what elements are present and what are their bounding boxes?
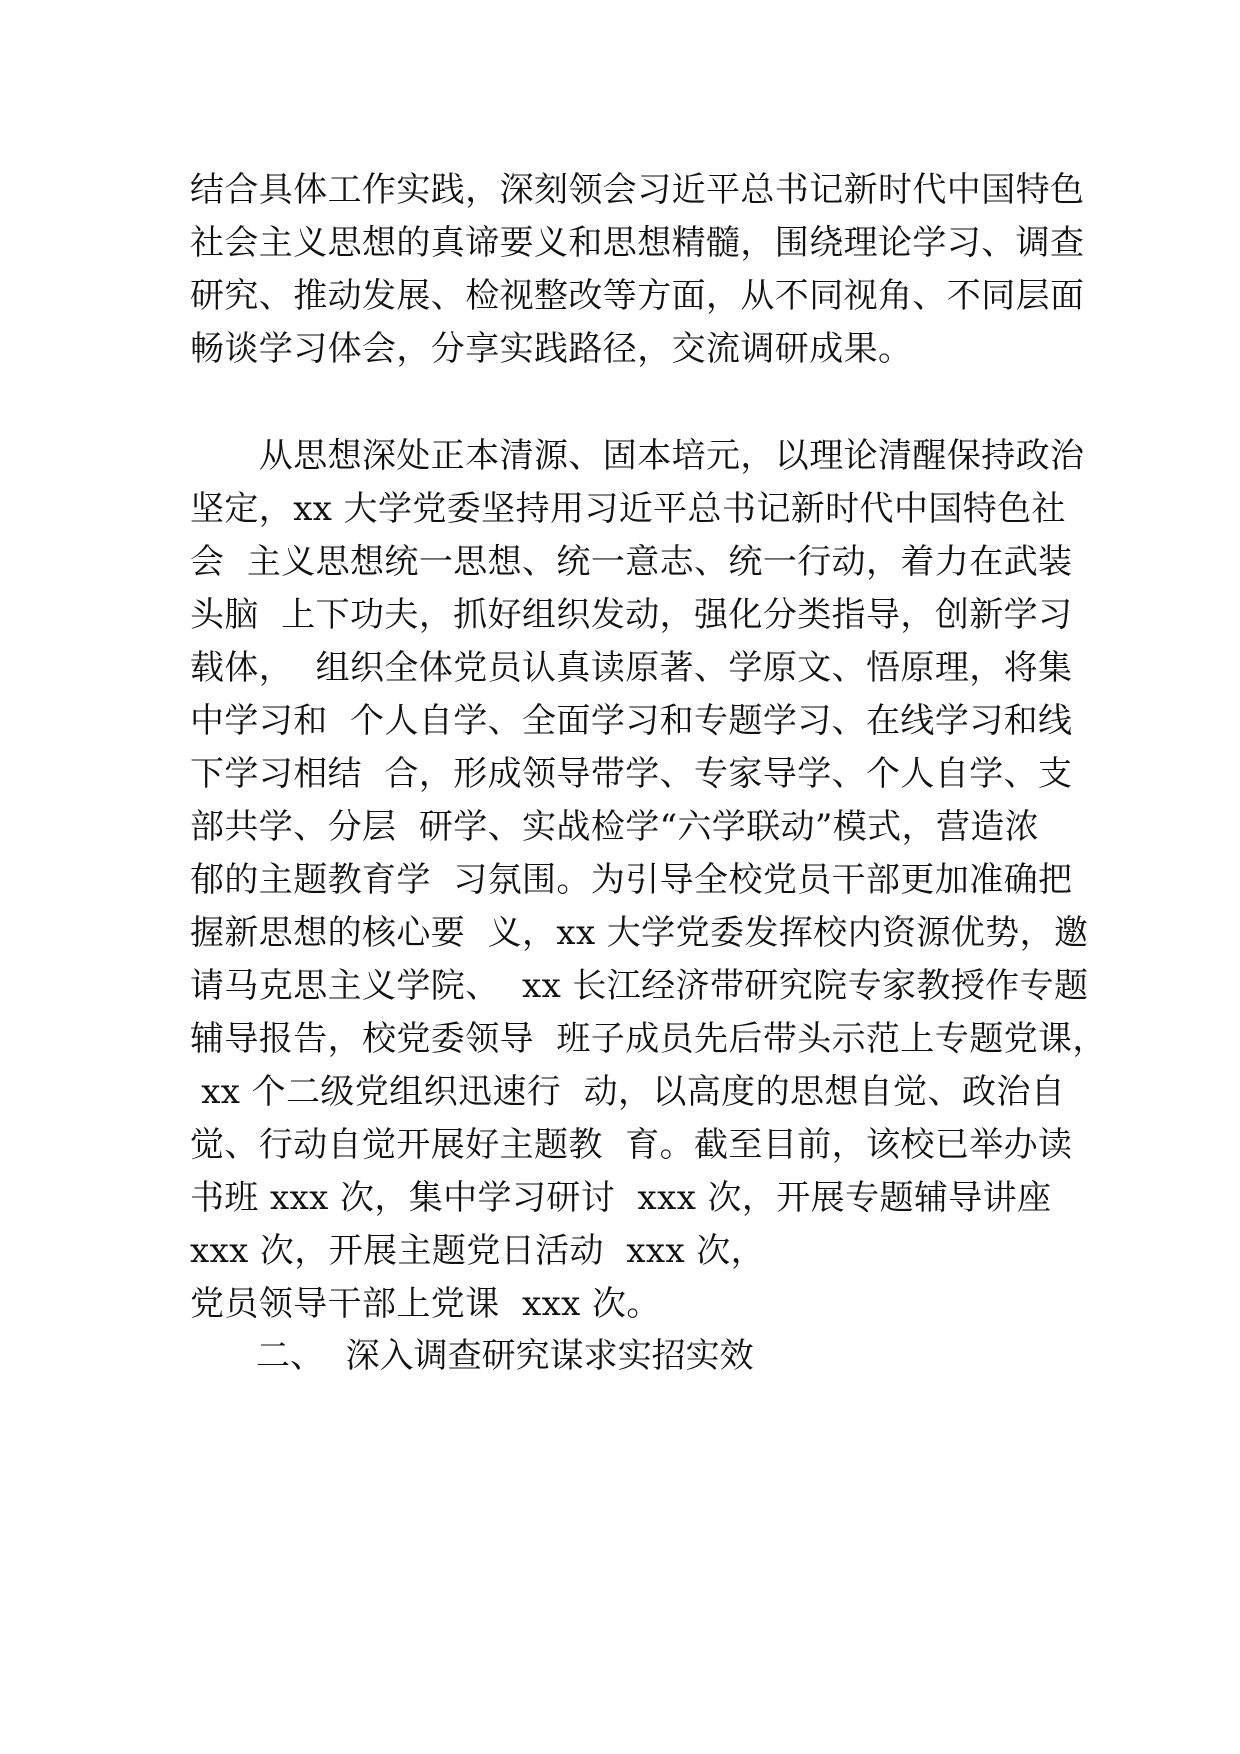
text-line: 中学习和 个人自学、全面学习和专题学习、在线学习和线 xyxy=(190,701,1073,741)
text-line: 下学习相结 合，形成领导带学、专家导学、个人自学、支 xyxy=(190,754,1073,794)
text-line: 觉、行动自觉开展好主题教 育。截至目前，该校已举办读 xyxy=(190,1125,1073,1165)
text-line: xxx 次，开展主题党日活动 xxx 次， xyxy=(190,1231,766,1271)
text-line: 握新思想的核心要 义，xx 大学党委发挥校内资源优势，邀 xyxy=(190,913,1089,953)
text-line: xx 个二级党组织迅速行 动，以高度的思想自觉、政治自 xyxy=(190,1072,1066,1112)
paragraph-theory-study xyxy=(190,430,1107,1331)
text-line: 辅导报告，校党委领导 班子成员先后带头示范上专题党课， xyxy=(190,1019,1107,1059)
text-line: 载体， 组织全体党员认真读原著、学原文、悟原理，将集 xyxy=(190,648,1073,688)
paragraph-intro xyxy=(190,164,1085,376)
text-line: 坚定，xx 大学党委坚持用习近平总书记新时代中国特色社 xyxy=(190,489,1066,529)
text-line: 从思想深处正本清源、固本培元，以理论清醒保持政治 xyxy=(190,436,1085,476)
text-line: 部共学、分层 研学、实战检学“六学联动”模式，营造浓 xyxy=(190,807,1040,847)
text-line: 结合具体工作实践，深刻领会习近平总书记新时代中国特色 xyxy=(190,170,1085,210)
text-line: 头脑 上下功夫，抓好组织发动，强化分类指导，创新学习 xyxy=(190,595,1073,635)
text-line: 研究、推动发展、检视整改等方面，从不同视角、不同层面 xyxy=(190,276,1085,316)
text-line: 郁的主题教育学 习氛围。为引导全校党员干部更加准确把 xyxy=(190,860,1073,900)
text-line: 会 主义思想统一思想、统一意志、统一行动，着力在武装 xyxy=(190,542,1073,582)
text-line: 书班 xxx 次，集中学习研讨 xxx 次，开展专题辅导讲座 xyxy=(190,1178,1052,1218)
text-line: 党员领导干部上党课 xxx 次。 xyxy=(190,1284,661,1324)
section-heading: 二、 深入调查研究谋求实招实效 xyxy=(256,1336,754,1376)
text-line: 社会主义思想的真谛要义和思想精髓，围绕理论学习、调查 xyxy=(190,223,1085,263)
text-line: 畅谈学习体会，分享实践路径，交流调研成果。 xyxy=(190,329,913,369)
text-line: 请马克思主义学院、 xx 长江经济带研究院专家教授作专题 xyxy=(190,966,1089,1006)
